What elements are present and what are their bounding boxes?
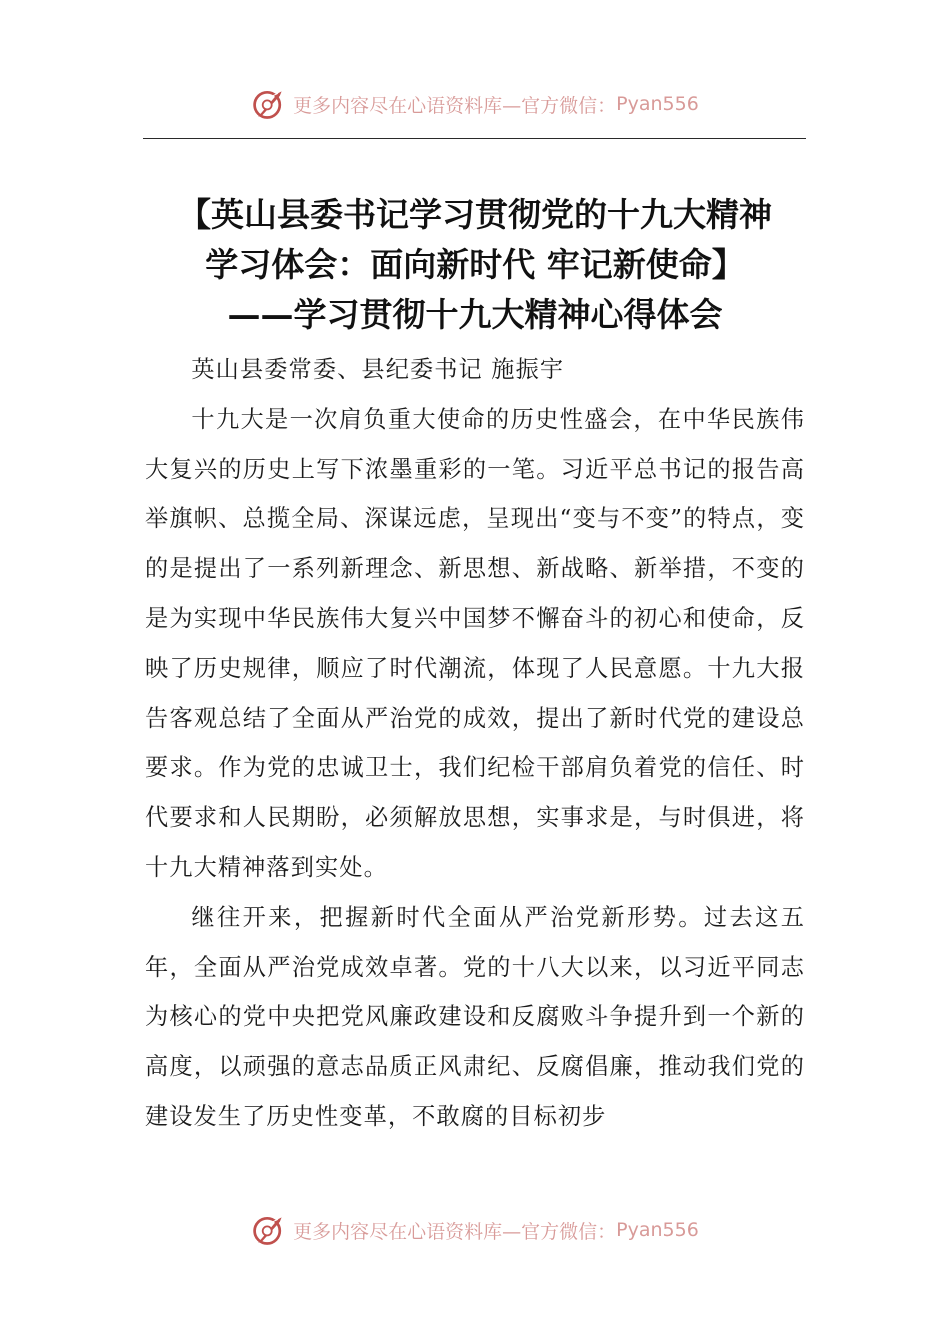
title-line-3: ——学习贯彻十九大精神心得体会 — [227, 295, 723, 334]
title-line-1: 【英山县委书记学习贯彻党的十九大精神 — [178, 195, 772, 234]
watermark-wechat-id: Pyan556 — [616, 93, 699, 115]
watermark-text: 更多内容尽在心语资料库—官方微信： — [293, 1220, 617, 1243]
quill-pen-circle-logo-icon — [251, 1212, 287, 1248]
document-body — [145, 345, 805, 1142]
watermark-wechat-id: Pyan556 — [616, 1219, 699, 1241]
quill-pen-circle-logo-icon — [251, 86, 287, 122]
document-title — [143, 190, 807, 340]
body-paragraph: 继往开来，把握新时代全面从严治党新形势。过去这五年，全面从严治党成效卓著。党的十八大以来，以习近平同志为核心的党中央把党风廉政建设和反腐败斗争提升到一个新的高度，以顽强的意志品质正风肃纪、反腐倡廉，推动我们党的建设发生了历史性变革，不敢腐的目标初步 — [145, 903, 805, 1130]
body-paragraph: 十九大是一次肩负重大使命的历史性盛会，在中华民族伟大复兴的历史上写下浓墨重彩的一笔。习近平总书记的报告高举旗帜、总揽全局、深谋远虑，呈现出“变与不变”的特点，变的是提出了一系列新理念、新思想、新战略、新举措，不变的是为实现中华民族伟大复兴中国梦不懈奋斗的初心和使命，反映了历史规律，顺应了时代潮流，体现了人民意愿。十九大报告客观总结了全面从严治党的成效，提出了新时代党的建设总要求。作为党的忠诚卫士，我们纪检干部肩负着党的信任、时代要求和人民期盼，必须解放思想，实事求是，与时俱进，将十九大精神落到实处。 — [145, 405, 805, 881]
header-divider — [143, 138, 806, 139]
title-line-2: 学习体会：面向新时代 牢记新使命】 — [205, 245, 745, 284]
watermark-text: 更多内容尽在心语资料库—官方微信： — [293, 94, 617, 117]
author-line: 英山县委常委、县纪委书记 施振宇 — [191, 356, 565, 383]
footer-watermark-banner — [0, 1208, 950, 1252]
header-watermark-banner — [0, 82, 950, 126]
